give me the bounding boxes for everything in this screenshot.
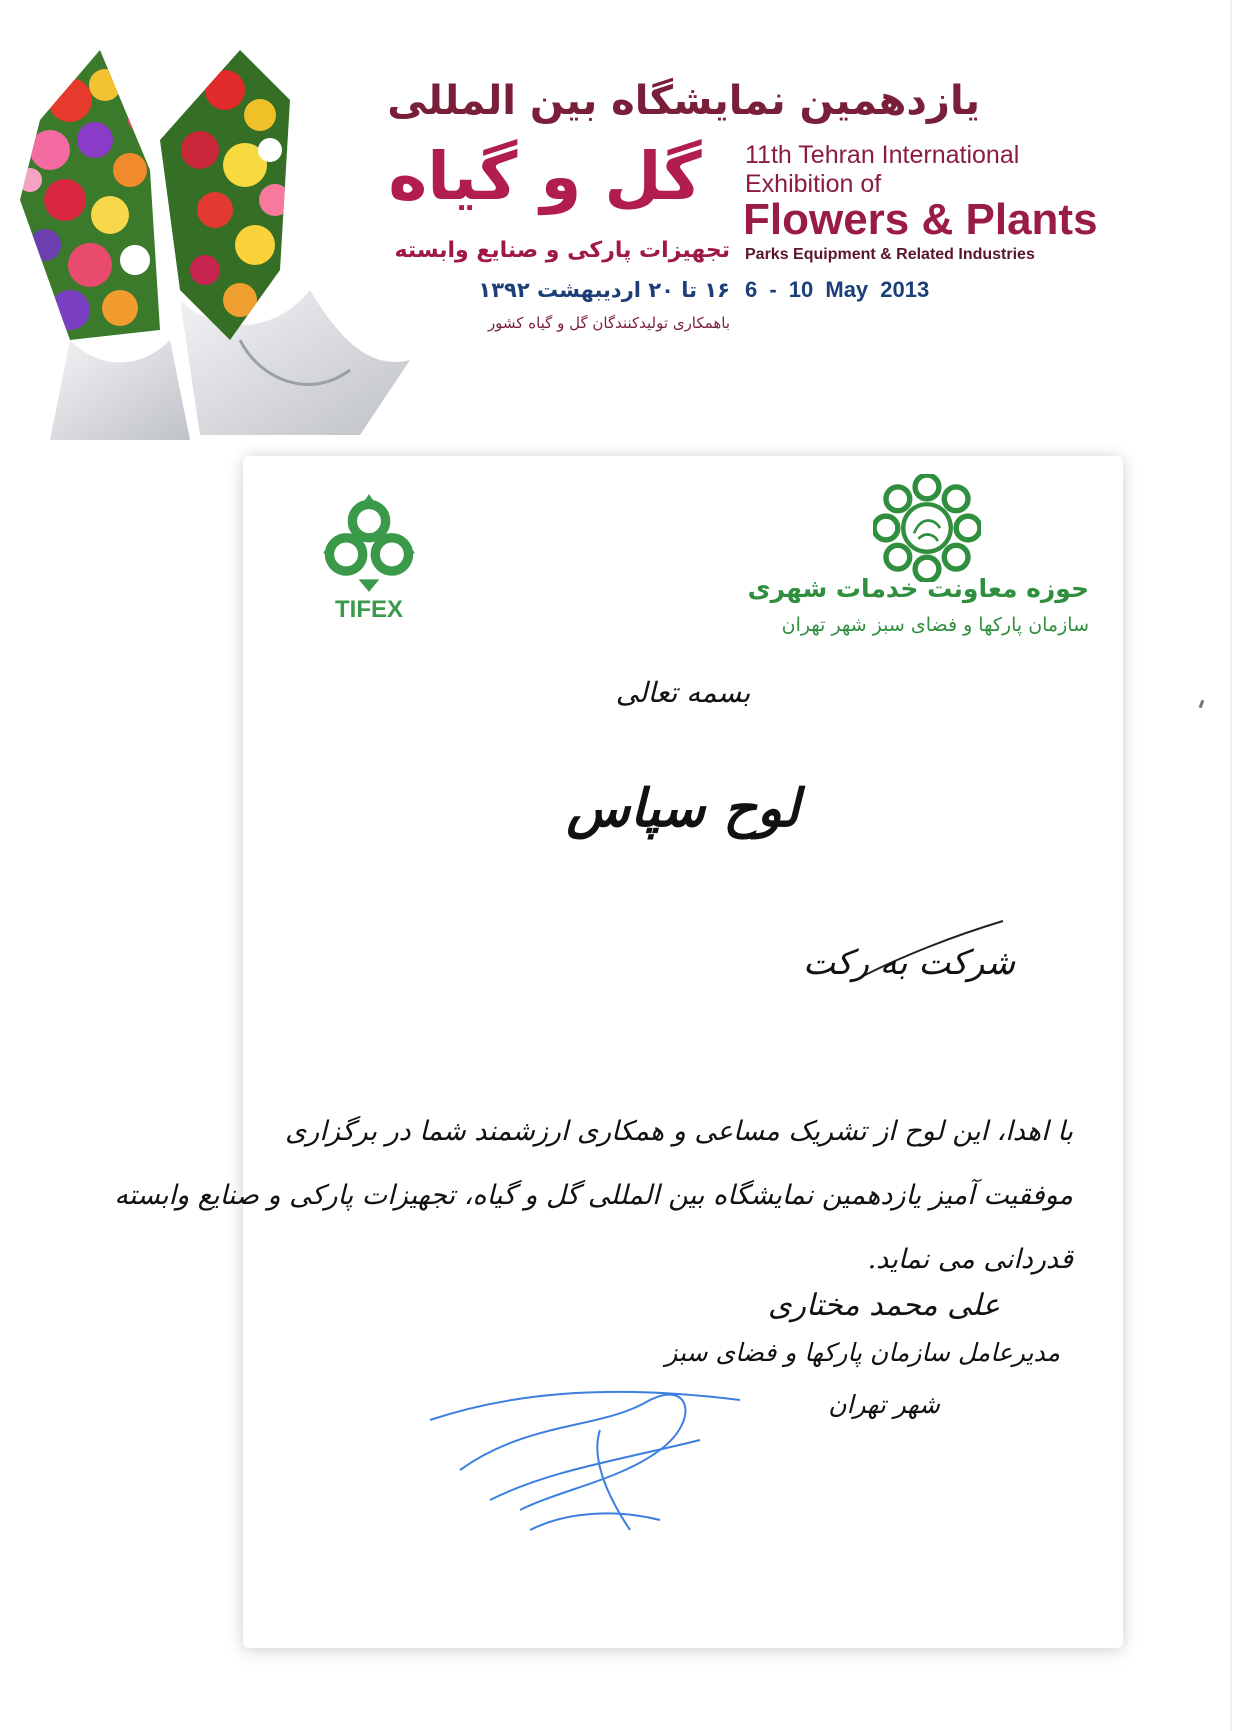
tehran-municipality-logo (873, 474, 981, 582)
certificate-body (114, 1100, 1073, 1292)
banner-persian-date: ۱۶ تا ۲۰ اردیبهشت ۱۳۹۲ (478, 278, 730, 302)
exhibition-banner (0, 0, 1240, 470)
certificate-title: لوح سپاس (566, 778, 800, 839)
body-line: قدردانی می نماید. (867, 1244, 1073, 1275)
signer-title: مدیرعامل سازمان پارکها و فضای سبز (665, 1338, 1060, 1367)
banner-persian-title: یازدهمین نمایشگاه بین المللی (387, 78, 980, 124)
body-line: موفقیت آمیز یازدهمین نمایشگاه بین المللی گل و گیاه، تجهیزات پارکی و صنایع وابسته (114, 1180, 1073, 1211)
banner-english-subtitle: Parks Equipment & Related Industries (745, 246, 1035, 263)
organization-name: سازمان پارکها و فضای سبز شهر تهران (781, 614, 1089, 636)
tifex-label: TIFEX (334, 596, 403, 623)
banner-english-title: Flowers & Plants (743, 195, 1098, 244)
banner-english-date: 6 - 10 May 2013 (745, 277, 930, 302)
signer-name: علی محمد مختاری (767, 1288, 1000, 1323)
body-line: با اهدا، این لوح از تشریک مساعی و همکاری ارزشمند شما در برگزاری (285, 1116, 1073, 1147)
invocation-heading: بسمه تعالی (615, 676, 751, 709)
banner-persian-cooperation: باهمکاری تولیدکنندگان گل و گیاه کشور (487, 314, 730, 332)
banner-persian-main-title: گل و گیاه (388, 138, 702, 215)
handwritten-signature (400, 1360, 760, 1550)
signer-title-city: شهر تهران (828, 1390, 940, 1419)
banner-english-line-2: Exhibition of (745, 170, 882, 198)
recipient-name: شرکت به رکت (803, 943, 1016, 983)
tifex-logo (317, 492, 421, 596)
banner-english-line-1: 11th Tehran International (745, 141, 1020, 169)
banner-persian-subtitle: تجهیزات پارکی و صنایع وابسته (394, 238, 730, 263)
scan-mark (1199, 700, 1205, 709)
organization-department: حوزه معاونت خدمات شهری (747, 574, 1089, 603)
